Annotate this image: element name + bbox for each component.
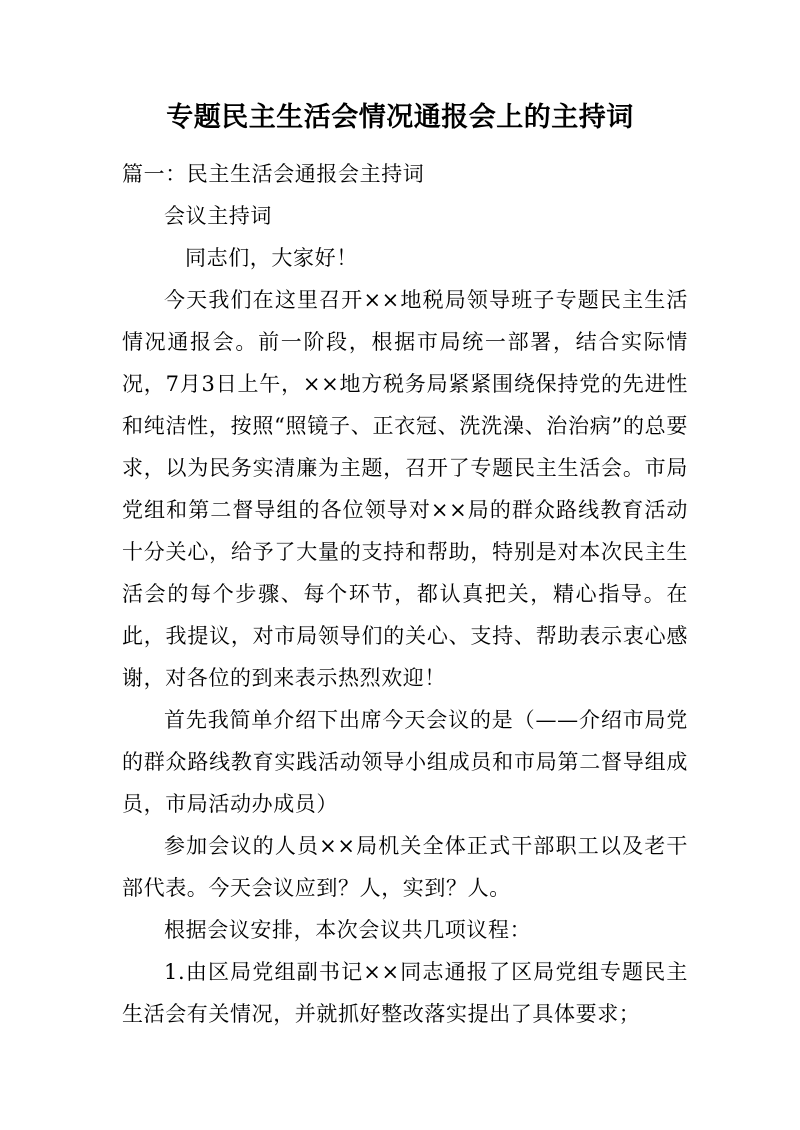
- document-title: 专题民主生活会情况通报会上的主持词: [166, 102, 634, 133]
- paragraph-1: 今天我们在这里召开××地税局领导班子专题民主生活情况通报会。前一阶段，根据市局统一部署，结合实际情况，7月3日上午，××地方税务局紧紧围绕保持党的先进性和纯洁性，按照“照镜子、正衣冠、洗洗澡、治治病”的总要求，以为民务实清廉为主题，召开了专题民主生活会。市局党组和第二督导组的各位领导对××局的群众路线教育活动十分关心，给予了大量的支持和帮助，特别是对本次民主生活会的每个步骤、每个环节，都认真把关，精心指导。在此，我提议，对市局领导们的关心、支持、帮助表示衷心感谢，对各位的到来表示热烈欢迎！: [122, 288, 688, 690]
- document-body: [122, 153, 688, 1035]
- paragraph-5: 1.由区局党组副书记××同志通报了区局党组专题民主生活会有关情况，并就抓好整改落实提出了具体要求；: [122, 960, 688, 1026]
- section-heading: 篇一：民主生活会通报会主持词: [122, 162, 425, 186]
- subheading: 会议主持词: [164, 204, 272, 228]
- paragraph-2: 首先我简单介绍下出席今天会议的是（——介绍市局党的群众路线教育实践活动领导小组成员和市局第二督导组成员，市局活动办成员）: [122, 708, 688, 816]
- paragraph-3: 参加会议的人员××局机关全体正式干部职工以及老干部代表。今天会议应到？人，实到？人。: [122, 834, 688, 900]
- greeting: 同志们，大家好！: [185, 246, 358, 270]
- paragraph-4: 根据会议安排，本次会议共几项议程：: [164, 918, 532, 942]
